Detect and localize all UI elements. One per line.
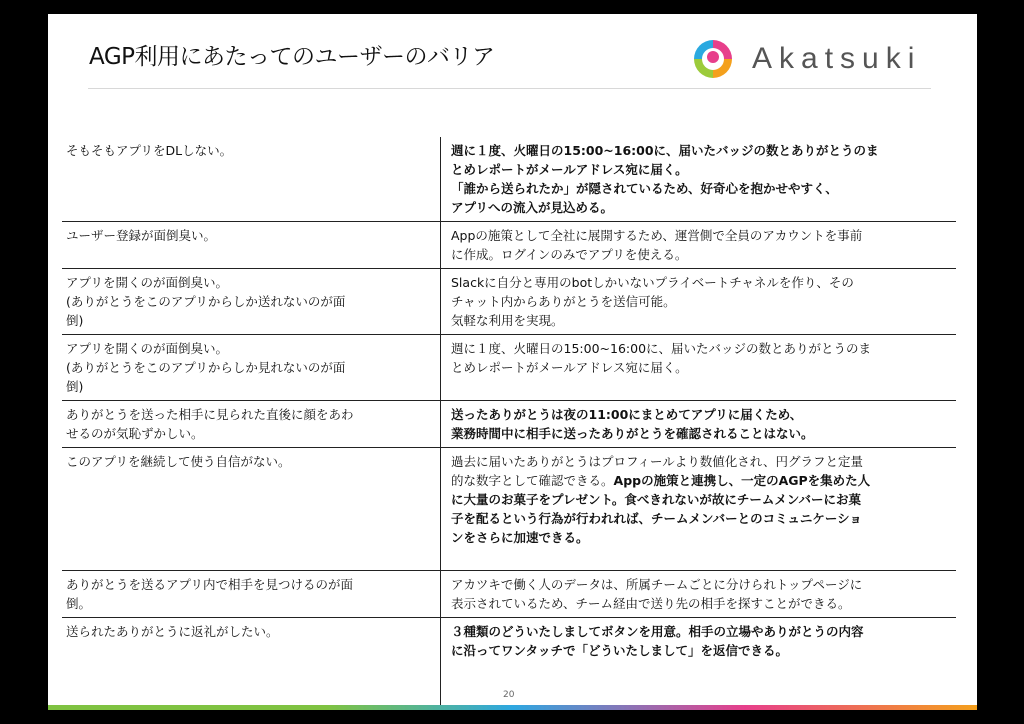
cell-text: チャット内からありがとうを送信可能。 [451, 294, 676, 309]
cell-text: 気軽な利用を実現。 [451, 313, 564, 328]
cell-text: に作成。ログインのみでアプリを使える。 [451, 247, 688, 262]
cell-text: に沿ってワンタッチで「どういたしまして」を返信できる。 [451, 643, 789, 658]
cell-text-bold: に大量のお菓子をプレゼント。食べきれないが故にチームメンバーにお菓 [451, 492, 862, 507]
solution-cell [441, 401, 957, 448]
cell-text-bold: 子を配るという行為が行われれば、チームメンバーとのコミュニケーショ [451, 511, 862, 526]
title-divider [88, 88, 931, 89]
solution-cell [441, 448, 957, 571]
cell-text: 過去に届いたありがとうはプロフィールより数値化され、円グラフと定量 [451, 454, 864, 469]
cell-text: ありがとうを送るアプリ内で相手を見つけるのが面 [66, 577, 354, 592]
barrier-cell [62, 137, 441, 222]
cell-text: 倒。 [66, 596, 92, 611]
cell-text: 週に１度、火曜日の15:00~16:00に、届いたバッジの数とありがとうのま [451, 341, 872, 356]
slide-title: AGP利用にあたってのユーザーのバリア [89, 44, 495, 70]
solution-cell [441, 571, 957, 618]
cell-text: 表示されているため、チーム経由で送り先の相手を探すことができる。 [451, 596, 851, 611]
barrier-cell [62, 401, 441, 448]
table-row [62, 571, 956, 618]
cell-text-bold: Appの施策と連携し、一定のAGPを集めた人 [613, 473, 871, 488]
cell-text: せるのが気恥ずかしい。 [66, 426, 204, 441]
cell-text: アカツキで働く人のデータは、所属チームごとに分けられトップページに [451, 577, 863, 592]
cell-text: 的な数字として確認できる。 [451, 473, 614, 488]
barrier-cell [62, 618, 441, 711]
cell-text: アプリを開くのが面倒臭い。 [66, 341, 229, 356]
cell-text: (ありがとうをこのアプリからしか送れないのが面 [66, 294, 346, 309]
cell-text: アプリへの流入が見込める。 [451, 200, 614, 215]
table-row [62, 335, 956, 401]
page-number: 20 [503, 690, 515, 700]
cell-text: 倒) [66, 379, 84, 394]
cell-text: ３種類のどういたしましてボタンを用意。相手の立場やありがとうの内容 [451, 624, 864, 639]
cell-text: とめレポートがメールアドレス宛に届く。 [451, 162, 688, 177]
table-row [62, 448, 956, 571]
logo-text: Akatsuki [752, 42, 922, 75]
cell-text: 「誰から送られたか」が隠されているため、好奇心を抱かせやすく、 [451, 181, 838, 196]
solution-cell [441, 222, 957, 269]
cell-text: ユーザー登録が面倒臭い。 [66, 228, 217, 243]
barrier-cell [62, 448, 441, 571]
barrier-cell [62, 335, 441, 401]
cell-text: 送られたありがとうに返礼がしたい。 [66, 624, 279, 639]
cell-text: 週に１度、火曜日の15:00~16:00に、届いたバッジの数とありがとうのま [451, 143, 879, 158]
solution-cell [441, 137, 957, 222]
table-row [62, 269, 956, 335]
cell-text: (ありがとうをこのアプリからしか見れないのが面 [66, 360, 346, 375]
solution-cell [441, 269, 957, 335]
table-row [62, 222, 956, 269]
cell-text: Appの施策として全社に展開するため、運営側で全員のアカウントを事前 [451, 228, 863, 243]
cell-text: 業務時間中に相手に送ったありがとうを確認されることはない。 [451, 426, 814, 441]
cell-text-bold: ンをさらに加速できる。 [451, 530, 589, 545]
cell-text: Slackに自分と専用のbotしかいないプライベートチャネルを作り、その [451, 275, 854, 290]
cell-text: 送ったありがとうは夜の11:00にまとめてアプリに届くため、 [451, 407, 803, 422]
cell-text: アプリを開くのが面倒臭い。 [66, 275, 229, 290]
cell-text: 倒) [66, 313, 84, 328]
barrier-cell [62, 269, 441, 335]
barrier-cell [62, 222, 441, 269]
akatsuki-logo [694, 38, 934, 84]
table-row [62, 401, 956, 448]
solution-cell [441, 618, 957, 711]
cell-text: ありがとうを送った相手に見られた直後に顔をあわ [66, 407, 354, 422]
cell-text: このアプリを継続して使う自信がない。 [66, 454, 291, 469]
table-row [62, 137, 956, 222]
slide [48, 14, 977, 710]
footer-color-bar [48, 705, 977, 710]
cell-text: とめレポートがメールアドレス宛に届く。 [451, 360, 688, 375]
barrier-table [62, 137, 956, 710]
logo-dot-icon [707, 51, 719, 63]
barrier-cell [62, 571, 441, 618]
cell-text: そもそもアプリをDLしない。 [66, 143, 233, 158]
solution-cell [441, 335, 957, 401]
